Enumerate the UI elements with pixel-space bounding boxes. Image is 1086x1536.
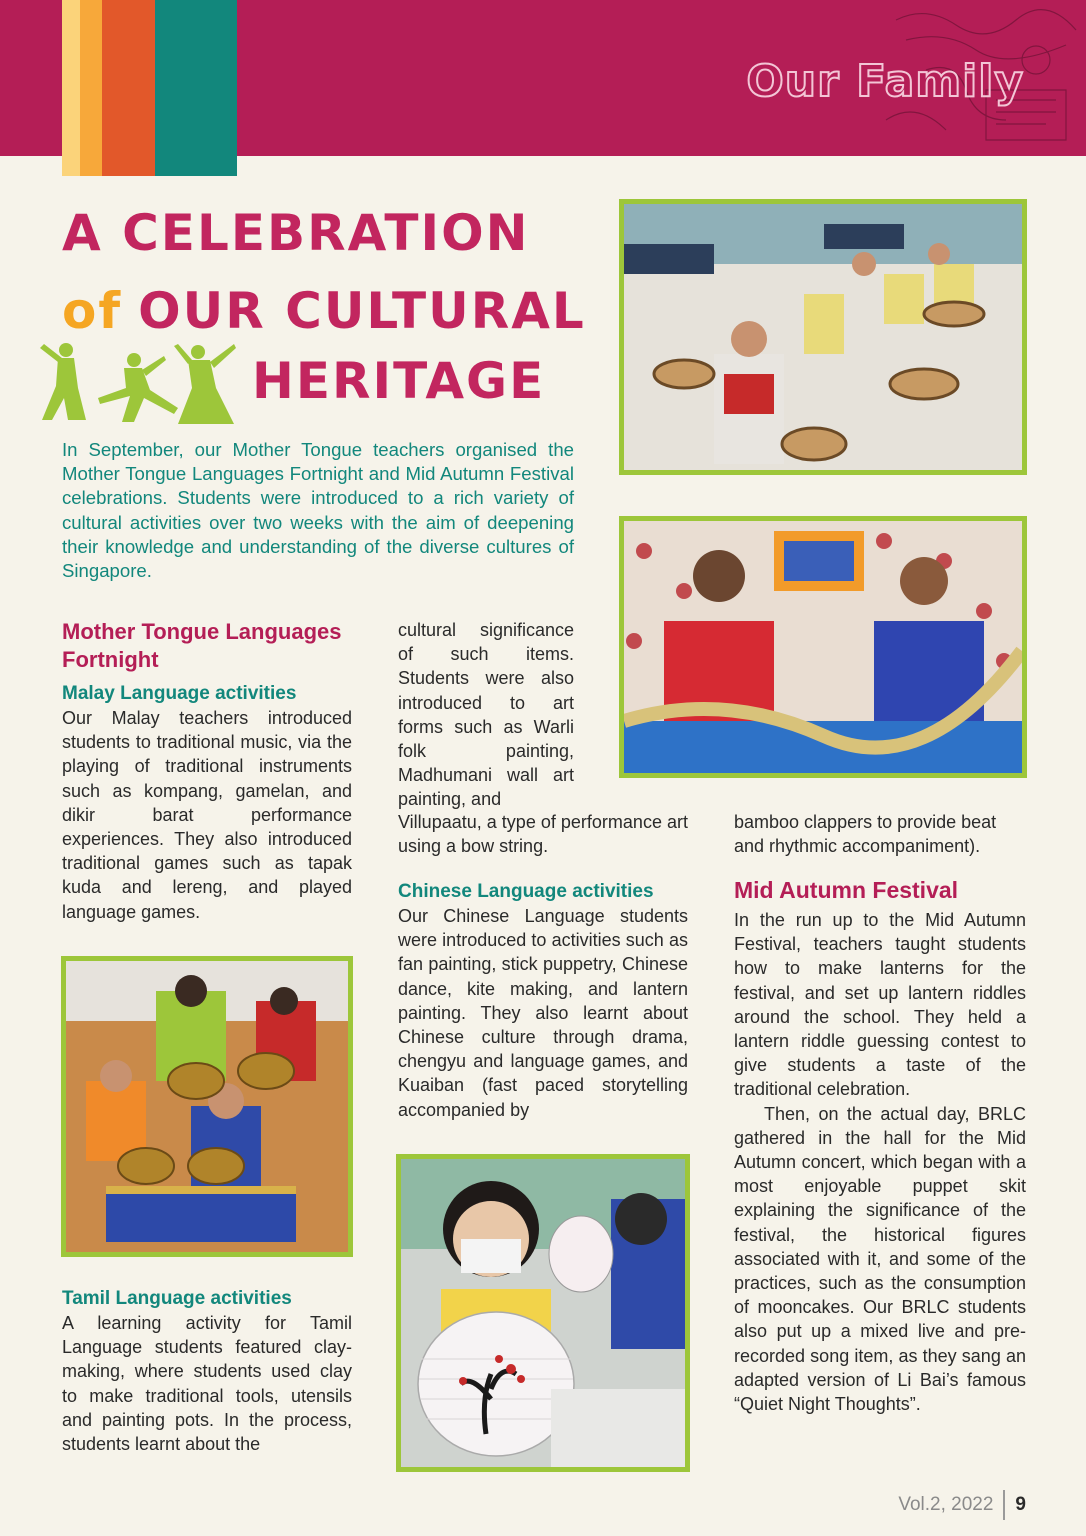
mid-autumn-column [734, 876, 1026, 1416]
stripe [80, 0, 102, 176]
page-footer [898, 1490, 1026, 1520]
malay-heading: Malay Language activities [62, 683, 297, 704]
chinese-continued: bamboo clappers to provide beat and rhythmic accompaniment). [734, 812, 997, 857]
volume-label: Vol.2, 2022 [898, 1494, 994, 1515]
photo-tamil-students [619, 516, 1027, 778]
title-line-3: HERITAGE [252, 352, 546, 410]
lantern-photo-image [401, 1159, 685, 1467]
chinese-body: Our Chinese Language students were introduced to activities such as fan painting, stick puppetry, Chinese dance, kite making, and lantern painting. They also learnt about Chinese culture through drama, chengyu and language games, and Kuaiban (fast paced storytelling accompanied by [398, 906, 688, 1120]
stripe [102, 0, 155, 176]
stripe [155, 0, 237, 176]
title-line-1: A CELEBRATION [62, 204, 530, 262]
title-of: of [62, 282, 123, 340]
color-stripes [62, 0, 237, 176]
tamil-continued-wide: Villupaatu, a type of performance art using a bow string. [398, 812, 688, 857]
mid-autumn-para-2: Then, on the actual day, BRLC gathered in the hall for the Mid Autumn concert, which began with a most enjoyable puppet skit explaining the significance of the festival, the historical figures associated with it, and some of the practices, such as the consumption of mooncakes. Our BRLC students also put up a mixed live and pre-recorded song item, as they sang an adapted version of Li Bai’s famous “Quiet Night Thoughts”. [734, 1103, 1026, 1415]
mid-autumn-para-1: In the run up to the Mid Autumn Festival, teachers taught students how to make lanterns for the festival, and set up lantern riddles around the school. They held a lantern riddle guessing contest to give students a taste of the traditional celebration. [734, 910, 1026, 1100]
tamil-body: A learning activity for Tamil Language students featured clay-making, where students used clay to make traditional tools, utensils and painting pots. In the process, students learnt about the [62, 1313, 352, 1455]
kompang-photo-image [624, 204, 1022, 470]
dancers-illustration [38, 338, 238, 428]
title-line-2-text: OUR CULTURAL [138, 282, 586, 340]
mtl-column [62, 618, 352, 924]
photo-kompang-students [619, 199, 1027, 475]
chinese-column [398, 880, 688, 1122]
photo-gamelan-students [61, 956, 353, 1257]
tamil-continued-narrow: cultural significance of such items. Students were also introduced to art forms such as Warli folk painting, Madhumani wall art painting, and [398, 620, 574, 810]
gamelan-photo-image [66, 961, 348, 1252]
chinese-heading: Chinese Language activities [398, 881, 654, 902]
title-line-2 [62, 282, 586, 340]
intro-paragraph: In September, our Mother Tongue teachers organised the Mother Tongue Languages Fortnight and Mid Autumn Festival celebrations. Students were introduced to a rich variety of cultural activities over two weeks with the aim of deepening their knowledge and understanding of the diverse cultures of Singapore. [62, 439, 574, 582]
footer-divider [1003, 1490, 1005, 1520]
tamil-heading: Tamil Language activities [62, 1288, 292, 1309]
malay-body: Our Malay teachers introduced students to traditional music, via the playing of traditional instruments such as kompang, gamelan, and dikir barat performance experiences. They also introduced traditional games such as tapak kuda and lereng, and played language games. [62, 708, 352, 922]
page-number: 9 [1015, 1494, 1026, 1515]
photo-lantern-student [396, 1154, 690, 1472]
mid-autumn-heading: Mid Autumn Festival [734, 877, 959, 903]
tamil-column [62, 1287, 352, 1456]
stripe [62, 0, 80, 176]
mtl-heading: Mother Tongue Languages Fortnight [62, 619, 342, 672]
tamil-photo-image [624, 521, 1022, 773]
section-title: Our Family [746, 56, 1024, 107]
